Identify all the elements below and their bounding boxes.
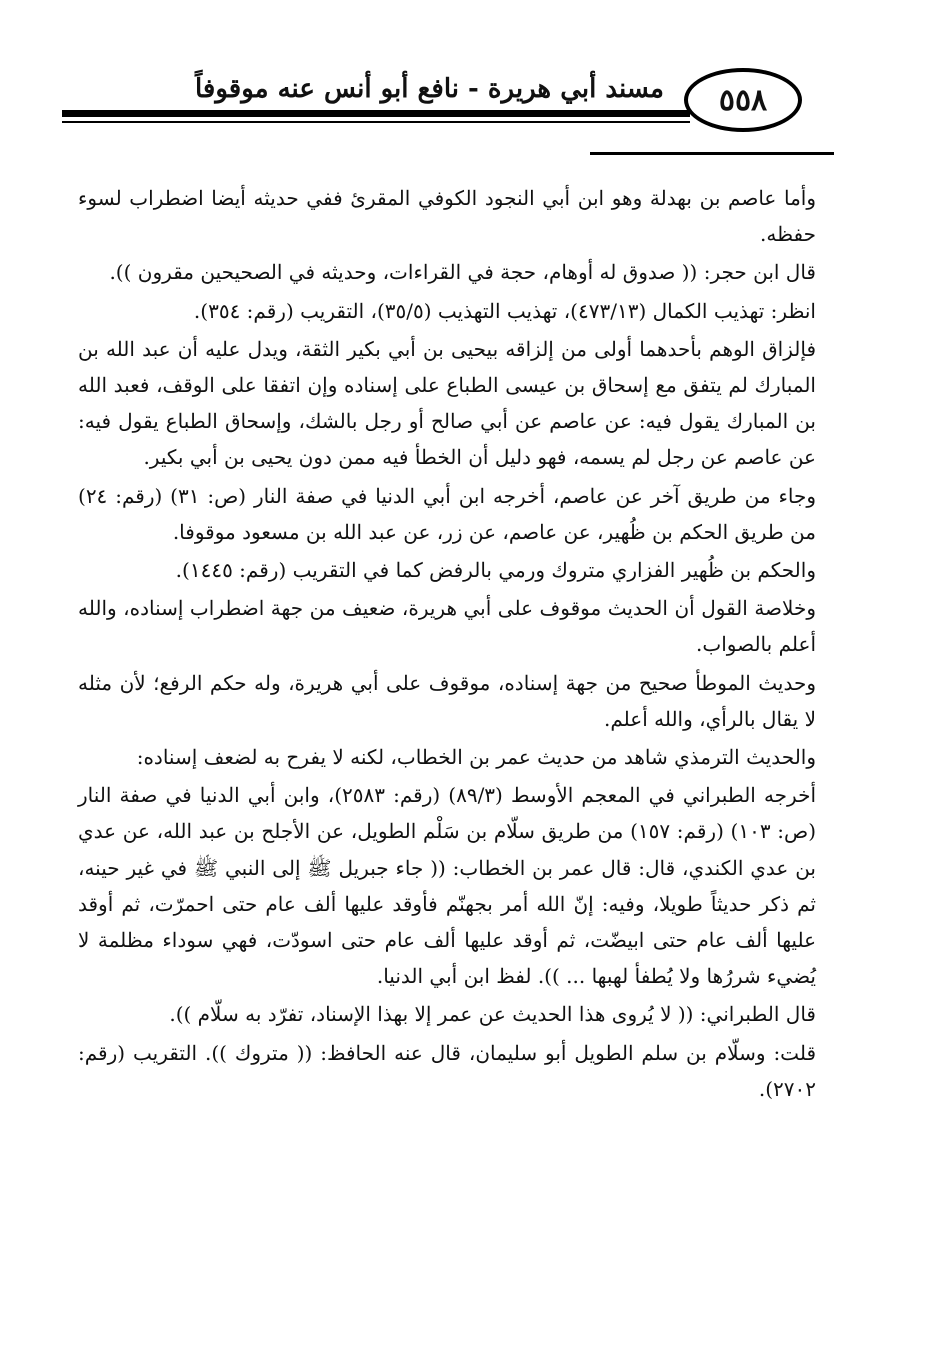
paragraph: وجاء من طريق آخر عن عاصم، أخرجه ابن أبي الدنيا في صفة النار (ص: ٣١) (رقم: ٢٤) من طريق الحكم بن ظُهير، عن عاصم، عن زر، عن عبد الله بن مسعود موقوفا. <box>78 483 816 544</box>
paragraph: فإلزاق الوهم بأحدهما أولى من إلزاقه بيحيى بن أبي بكير الثقة، ويدل عليه أن عبد الله بن المبارك لم يتفق مع إسحاق بن عيسى الطباع على إسناده وإن اتفقا على الوقف، فعبد الله بن المبارك يقول فيه: عن عاصم عن أبي صالح أو رجل بالشك، وإسحاق الطباع يقول فيه: عن عاصم عن رجل لم يسمه، فهو دليل أن الخطأ فيه ممن دون يحيى بن أبي بكير. <box>78 336 816 470</box>
paragraph: والحديث الترمذي شاهد من حديث عمر بن الخطاب، لكنه لا يفرح به لضعف إسناده: <box>136 745 816 770</box>
running-header-title: مسند أبي هريرة - نافع أبو أنس عنه موقوفاً <box>194 74 664 104</box>
page-number: ٥٥٨ <box>718 82 768 118</box>
body-text <box>78 180 816 1220</box>
paragraph: أخرجه الطبراني في المعجم الأوسط (٨٩/٣) (رقم: ٢٥٨٣)، وابن أبي الدنيا في صفة النار (ص: ١٠٣) (رقم: ١٥٧) من طريق سلّام بن سَلْم الطويل، عن الأجلح بن عبد الله، عن عدي بن عدي الكندي، قال: قال عمر بن الخطاب: (( جاء جبريل ﷺ إلى النبي ﷺ في غير حينه، ثم ذكر حديثاً طويلا، وفيه: إنّ الله أمر بجهنّم فأوقد عليها ألف عام حتى احمرّت، ثم أوقد عليها ألف عام حتى ابيضّت، ثم أوقد عليها ألف عام حتى اسودّت، فهي سوداء مظلمة لا يُضيء شررُها ولا يُطفأ لهبها ... )). لفظ ابن أبي الدنيا. <box>78 783 817 989</box>
paragraph: قال الطبراني: (( لا يُروى هذا الحديث عن عمر إلا بهذا الإسناد، تفرّد به سلّام )). <box>169 1002 816 1027</box>
paragraph: انظر: تهذيب الكمال (٤٧٣/١٣)، تهذيب التهذيب (٣٥/٥)، التقريب (رقم: ٣٥٤). <box>193 298 816 323</box>
paragraph: وحديث الموطأ صحيح من جهة إسناده، موقوف على أبي هريرة، وله حكم الرفع؛ لأن مثله لا يقال بالرأي، والله أعلم. <box>78 670 816 731</box>
paragraph: قال ابن حجر: (( صدوق له أوهام، حجة في القراءات، وحديثه في الصحيحين مقرون )). <box>109 260 816 285</box>
header-rule-thin <box>62 121 690 123</box>
paragraph: وأما عاصم بن بهدلة وهو ابن أبي النجود الكوفي المقرئ ففي حديثه أيضا اضطراب لسوء حفظه. <box>78 186 816 247</box>
page-number-oval <box>684 68 802 132</box>
paragraph: والحكم بن ظُهير الفزاري متروك ورمي بالرفض كما في التقريب (رقم: ١٤٤٥). <box>175 558 816 583</box>
paragraph: قلت: وسلّام بن سلم الطويل أبو سليمان، قال عنه الحافظ: (( متروك )). التقريب (رقم: ٢٧٠٢). <box>78 1040 816 1101</box>
section-rule <box>590 152 834 155</box>
paragraph: وخلاصة القول أن الحديث موقوف على أبي هريرة، ضعيف من جهة اضطراب إسناده، والله أعلم بالصواب. <box>78 596 816 657</box>
header-rule-thick <box>62 110 690 117</box>
